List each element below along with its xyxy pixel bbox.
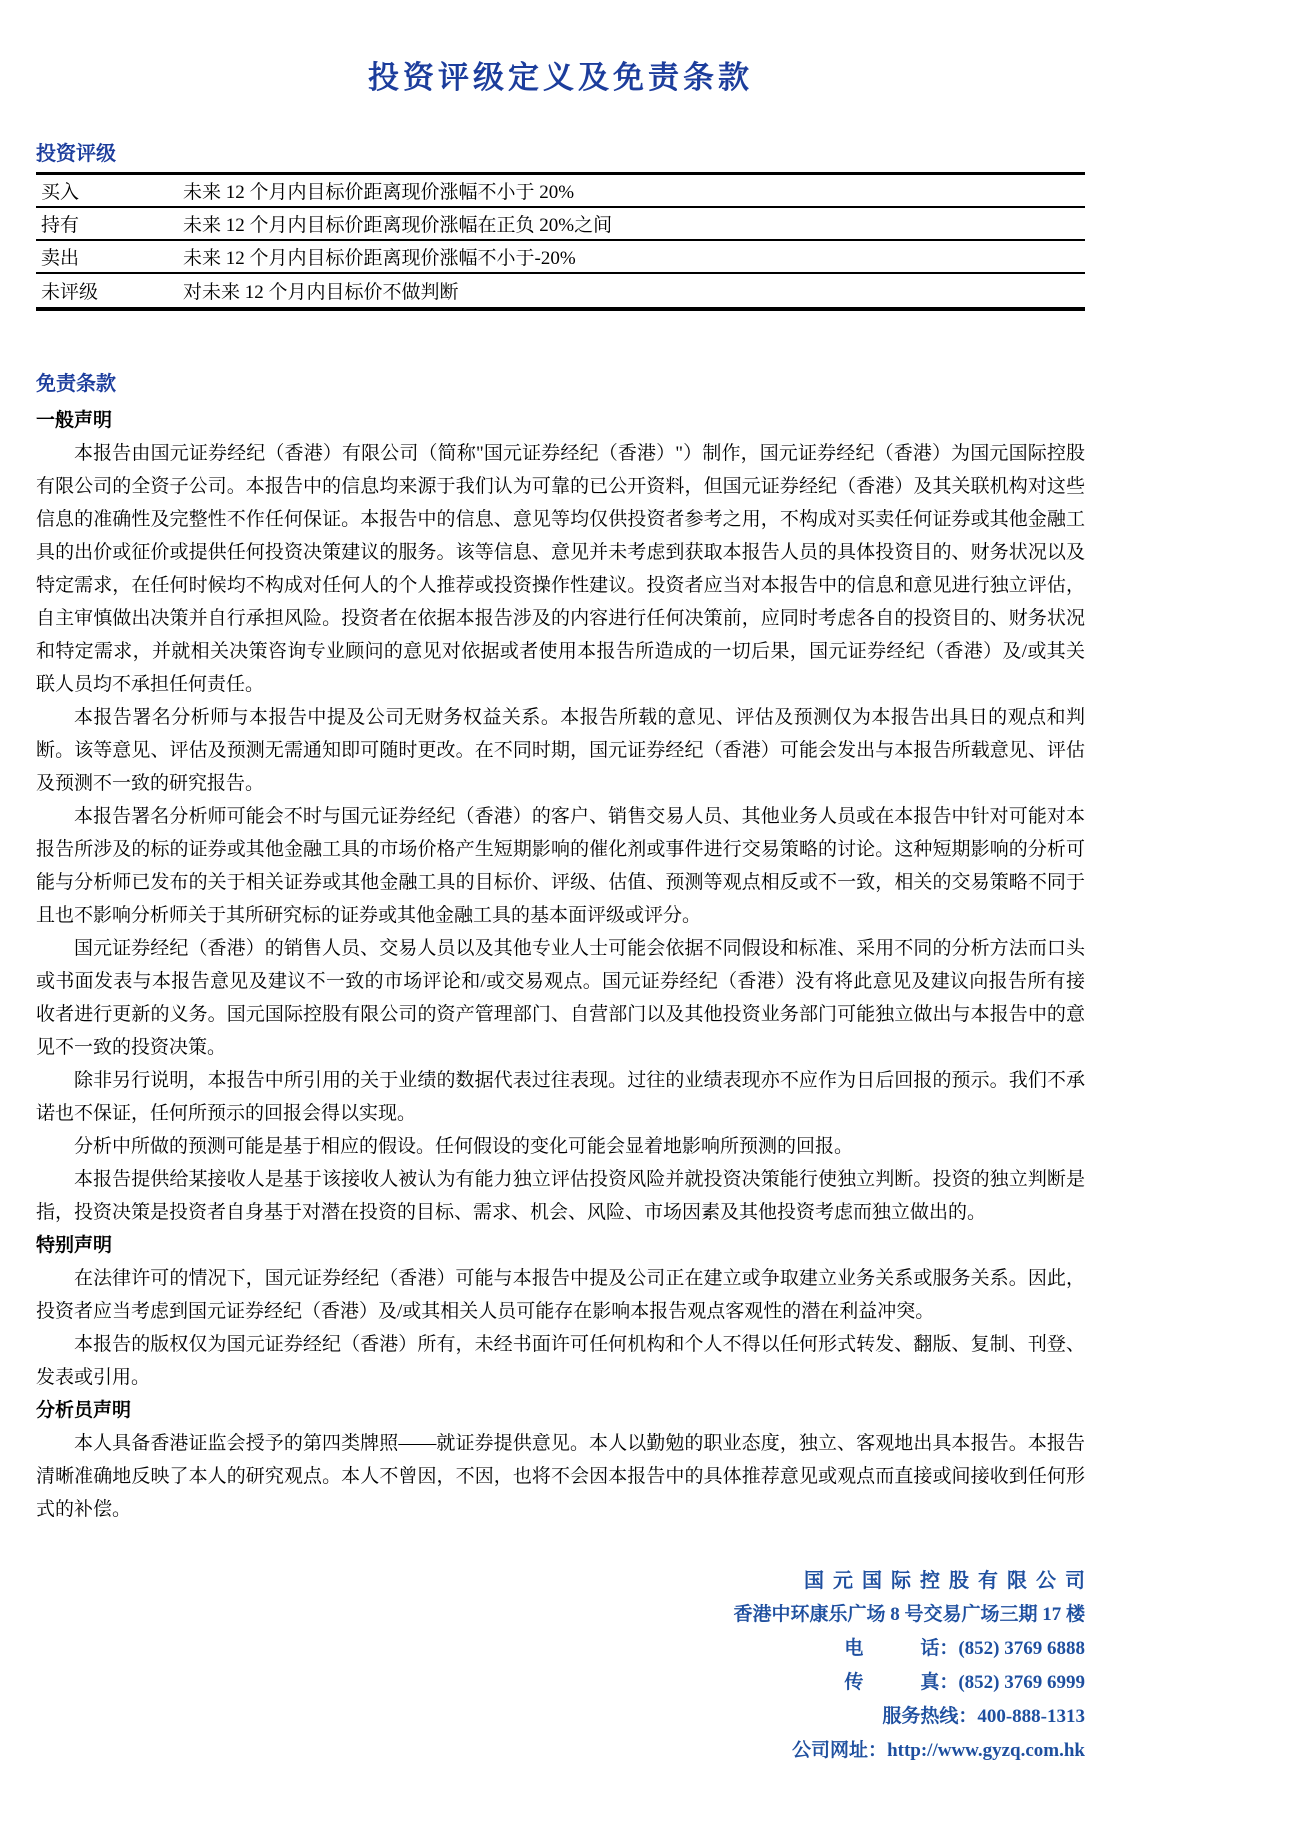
footer-website-label: 公司网址： <box>792 1740 888 1761</box>
footer <box>36 1564 1094 1768</box>
rating-table-row <box>36 274 1085 307</box>
rating-table-row <box>36 175 1085 208</box>
footer-website-url: http://www.gyzq.com.hk <box>887 1740 1085 1761</box>
footer-website <box>36 1734 1085 1768</box>
rating-table <box>36 172 1085 311</box>
disclaimer-paragraph: 本报告署名分析师与本报告中提及公司无财务权益关系。本报告所载的意见、评估及预测仅为本报告出具日的观点和判断。该等意见、评估及预测无需通知即可随时更改。在不同时期，国元证券经纪（香港）可能会发出与本报告所载意见、评估及预测不一致的研究报告。 <box>36 707 1085 794</box>
page-title: 投资评级定义及免责条款 <box>368 60 753 95</box>
disclaimer-paragraph: 在法律许可的情况下，国元证券经纪（香港）可能与本报告中提及公司正在建立或争取建立业务关系或服务关系。因此，投资者应当考虑到国元证券经纪（香港）及/或其相关人员可能存在影响本报告观点客观性的潜在利益冲突。 <box>36 1268 1085 1322</box>
disclaimer-paragraph: 本报告提供给某接收人是基于该接收人被认为有能力独立评估投资风险并就投资决策能行使独立判断。投资的独立判断是指，投资决策是投资者自身基于对潜在投资的目标、需求、机会、风险、市场因素及其他投资考虑而独立做出的。 <box>36 1169 1085 1223</box>
disclaimer-paragraph: 国元证券经纪（香港）的销售人员、交易人员以及其他专业人士可能会依据不同假设和标准、采用不同的分析方法而口头或书面发表与本报告意见及建议不一致的市场评论和/或交易观点。国元证券经纪（香港）没有将此意见及建议向报告所有接收者进行更新的义务。国元国际控股有限公司的资产管理部门、自营部门以及其他投资业务部门可能独立做出与本报告中的意见不一致的投资决策。 <box>36 938 1085 1058</box>
footer-address: 香港中环康乐广场 8 号交易广场三期 17 楼 <box>733 1604 1085 1625</box>
footer-phone <box>36 1632 1085 1666</box>
disclaimer-subheading: 一般声明 <box>36 410 113 431</box>
footer-fax-number: (852) 3769 6999 <box>958 1672 1085 1693</box>
disclaimer-subheading: 特别声明 <box>36 1235 113 1256</box>
rating-definition: 对未来 12 个月内目标价不做判断 <box>183 282 459 303</box>
disclaimer-paragraph: 除非另行说明，本报告中所引用的关于业绩的数据代表过往表现。过往的业绩表现亦不应作为日后回报的预示。我们不承诺也不保证，任何所预示的回报会得以实现。 <box>36 1070 1085 1124</box>
disclaimer-paragraph: 本报告由国元证券经纪（香港）有限公司（简称"国元证券经纪（香港）"）制作，国元证券经纪（香港）为国元国际控股有限公司的全资子公司。本报告中的信息均来源于我们认为可靠的已公开资料，但国元证券经纪（香港）及其关联机构对这些信息的准确性及完整性不作任何保证。本报告中的信息、意见等均仅供投资者参考之用，不构成对买卖任何证券或其他金融工具的出价或征价或提供任何投资决策建议的服务。该等信息、意见并未考虑到获取本报告人员的具体投资目的、财务状况以及特定需求，在任何时候均不构成对任何人的个人推荐或投资操作性建议。投资者应当对本报告中的信息和意见进行独立评估，自主审慎做出决策并自行承担风险。投资者在依据本报告涉及的内容进行任何决策前，应同时考虑各自的投资目的、财务状况和特定需求，并就相关决策咨询专业顾问的意见对依据或者使用本报告所造成的一切后果，国元证券经纪（香港）及/或其关联人员均不承担任何责任。 <box>36 443 1085 695</box>
footer-fax <box>36 1666 1085 1700</box>
rating-definition: 未来 12 个月内目标价距离现价涨幅不小于-20% <box>183 248 576 269</box>
disclaimer-subheading: 分析员声明 <box>36 1400 132 1421</box>
rating-table-row <box>36 241 1085 274</box>
footer-phone-label: 电 话： <box>844 1638 959 1659</box>
rating-table-row <box>36 208 1085 241</box>
footer-hotline-number: 400-888-1313 <box>977 1706 1085 1727</box>
footer-hotline-label: 服务热线： <box>882 1706 978 1727</box>
disclaimer-paragraph: 本人具备香港证监会授予的第四类牌照——就证券提供意见。本人以勤勉的职业态度，独立、客观地出具本报告。本报告清晰准确地反映了本人的研究观点。本人不曾因，不因，也将不会因本报告中的具体推荐意见或观点而直接或间接收到任何形式的补偿。 <box>36 1433 1085 1520</box>
disclaimer-body <box>36 404 1085 1526</box>
footer-company-name: 国元国际控股有限公司 <box>804 1570 1094 1592</box>
disclaimer-paragraph: 本报告的版权仅为国元证券经纪（香港）所有，未经书面许可任何机构和个人不得以任何形式转发、翻版、复制、刊登、发表或引用。 <box>36 1334 1085 1388</box>
footer-fax-label: 传 真： <box>844 1672 959 1693</box>
disclaimer-paragraph: 分析中所做的预测可能是基于相应的假设。任何假设的变化可能会显着地影响所预测的回报。 <box>74 1136 854 1157</box>
footer-hotline <box>36 1700 1085 1734</box>
rating-label: 持有 <box>41 215 80 236</box>
footer-phone-number: (852) 3769 6888 <box>958 1638 1085 1659</box>
rating-label: 卖出 <box>41 248 80 269</box>
rating-definition: 未来 12 个月内目标价距离现价涨幅不小于 20% <box>183 182 575 203</box>
disclaimer-paragraph: 本报告署名分析师可能会不时与国元证券经纪（香港）的客户、销售交易人员、其他业务人员或在本报告中针对可能对本报告所涉及的标的证券或其他金融工具的市场价格产生短期影响的催化剂或事件进行交易策略的讨论。这种短期影响的分析可能与分析师已发布的关于相关证券或其他金融工具的目标价、评级、估值、预测等观点相反或不一致，相关的交易策略不同于且也不影响分析师关于其所研究标的证券或其他金融工具的基本面评级或评分。 <box>36 806 1085 926</box>
disclaimer-section-heading: 免责条款 <box>36 373 116 395</box>
rating-section-heading: 投资评级 <box>36 143 116 165</box>
rating-label: 未评级 <box>41 282 99 303</box>
rating-definition: 未来 12 个月内目标价距离现价涨幅在正负 20%之间 <box>183 215 613 236</box>
rating-label: 买入 <box>41 182 80 203</box>
